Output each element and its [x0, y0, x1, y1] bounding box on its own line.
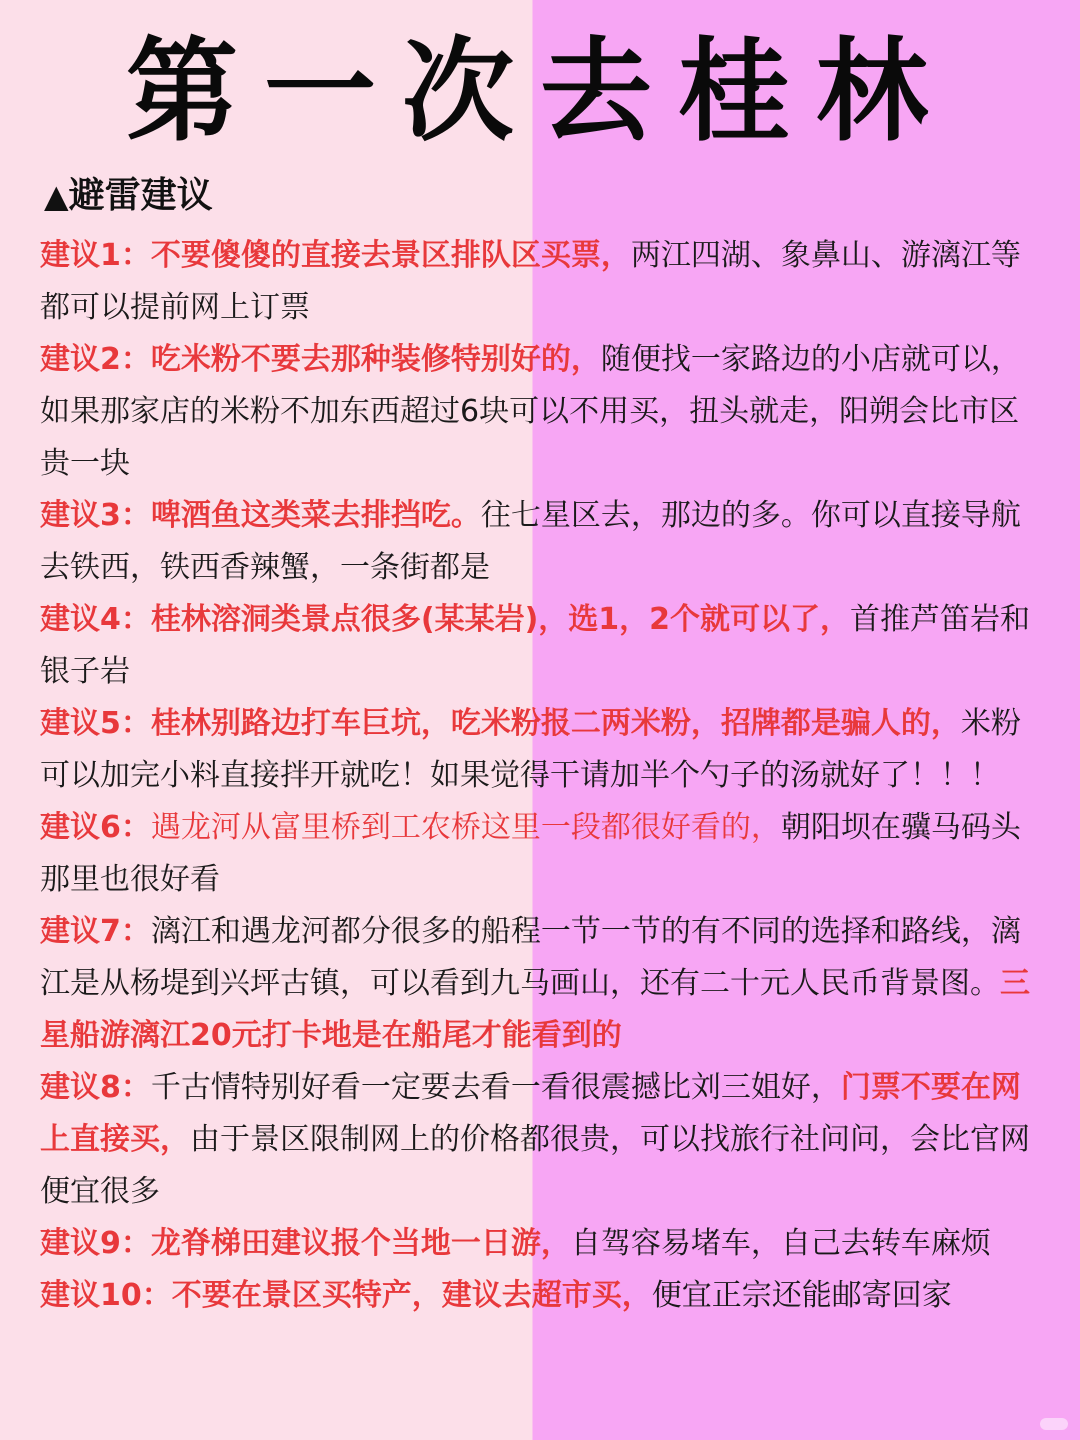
tip-item-1 [40, 230, 1040, 334]
tip-text: 自驾容易堵车，自己去转车麻烦 [570, 1226, 991, 1261]
triangle-icon: ▲ [44, 177, 69, 215]
tip-highlight: 桂林别路边打车巨坑，吃米粉报二两米粉，招牌都是骗人的， [150, 706, 961, 741]
tip-text: 千古情特别好看一定要去看一看很震撼比刘三姐好， [150, 1070, 841, 1105]
tip-text: 两江四湖、象鼻山、游漓江等都可以提前网上订票 [40, 238, 1021, 325]
tip-label: 建议7： [40, 914, 151, 949]
tip-item-5 [40, 698, 1040, 802]
tip-highlight: 不要在景区买特产，建议去超市买， [171, 1278, 652, 1313]
tip-highlight: 三星船游漓江20元打卡地是在船尾才能看到的 [40, 966, 1030, 1053]
tip-item-8 [40, 1062, 1040, 1218]
tip-text: 便宜正宗还能邮寄回家 [651, 1278, 952, 1313]
tip-label: 建议10： [40, 1278, 172, 1313]
tip-label: 建议9： [40, 1226, 151, 1261]
section-heading [44, 168, 213, 224]
watermark [1040, 1418, 1068, 1430]
tip-highlight: 啤酒鱼这类菜去排挡吃。 [150, 498, 481, 533]
page-title: 第一次去桂林 [126, 26, 954, 157]
tip-text: 首推芦笛岩和银子岩 [40, 602, 1031, 689]
tip-text: 随便找一家路边的小店就可以，如果那家店的米粉不加东西超过6块可以不用买，扭头就走，阳朔会比市区贵一块 [40, 342, 1021, 481]
tip-item-10 [40, 1270, 1040, 1322]
tip-highlight: 龙脊梯田建议报个当地一日游， [150, 1226, 571, 1261]
tip-label: 建议2： [40, 342, 151, 377]
tip-highlight: 门票不要在网上直接买， [40, 1070, 1021, 1157]
tip-highlight: 桂林溶洞类景点很多(某某岩)，选1，2个就可以了， [150, 602, 851, 637]
tip-label: 建议6： [40, 810, 151, 845]
tip-item-6 [40, 802, 1040, 906]
tip-item-7 [40, 906, 1040, 1062]
section-heading-label: 避雷建议 [68, 175, 213, 216]
tip-highlight: 不要傻傻的直接去景区排队区买票， [150, 238, 631, 273]
tip-item-4 [40, 594, 1040, 698]
tip-item-2 [40, 334, 1040, 490]
tip-label: 建议5： [40, 706, 151, 741]
tip-item-3 [40, 490, 1040, 594]
tip-label: 建议1： [40, 238, 151, 273]
tip-text-2: 由于景区限制网上的价格都很贵，可以找旅行社问问，会比官网便宜很多 [40, 1122, 1030, 1209]
tip-label: 建议3： [40, 498, 151, 533]
tip-text: 漓江和遇龙河都分很多的船程一节一节的有不同的选择和路线，漓江是从杨堤到兴坪古镇，可以看到九马画山，还有二十元人民币背景图。 [40, 914, 1021, 1001]
tip-label: 建议4： [40, 602, 151, 637]
tip-highlight: 遇龙河从富里桥到工农桥这里一段都很好看的， [150, 810, 781, 845]
tip-highlight: 吃米粉不要去那种装修特别好的， [150, 342, 601, 377]
tips-list [40, 230, 1040, 1322]
tip-text: 米粉可以加完小料直接拌开就吃！如果觉得干请加半个勺子的汤就好了！！！ [40, 706, 1021, 793]
tip-text: 朝阳坝在骥马码头 那里也很好看 [40, 810, 1021, 897]
tip-text: 往七星区去，那边的多。你可以直接导航去铁西，铁西香辣蟹，一条街都是 [40, 498, 1021, 585]
tip-item-9 [40, 1218, 1040, 1270]
tip-label: 建议8： [40, 1070, 151, 1105]
